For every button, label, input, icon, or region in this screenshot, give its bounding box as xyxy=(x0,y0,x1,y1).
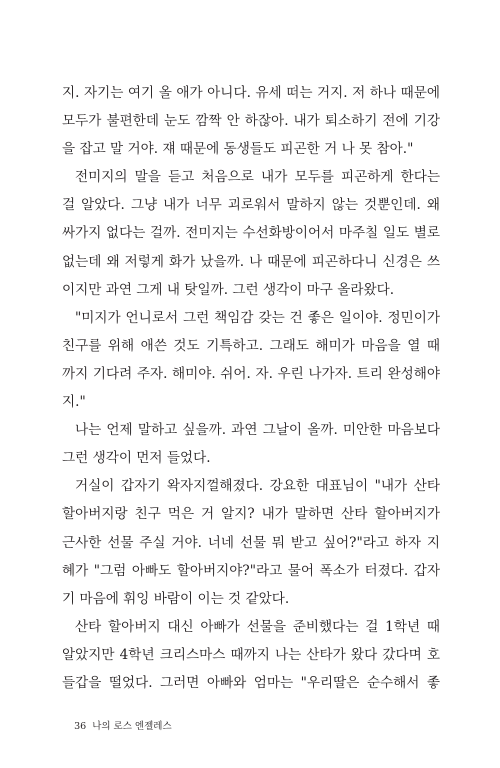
paragraph xyxy=(62,472,440,612)
text-line: 전미지의 말을 듣고 처음으로 내가 모두를 피곤하게 한다는 xyxy=(75,169,440,186)
text-line: 기 마음에 휘잉 바람이 이는 것 같았다. xyxy=(62,590,290,607)
page-footer xyxy=(62,707,172,743)
text-line: 나는 언제 말하고 싶을까. 과연 그날이 올까. 미안한 마음보다 xyxy=(75,422,440,439)
page-number: 36 xyxy=(74,721,87,732)
paragraph xyxy=(62,613,440,697)
running-title: 나의 로스 엔젤레스 xyxy=(92,721,172,732)
paragraph xyxy=(62,163,440,303)
paragraph xyxy=(62,416,440,472)
paragraph xyxy=(62,79,440,163)
text-line: 혜가 "그럼 아빠도 할아버지야?"라고 물어 폭소가 터졌다. 갑자 xyxy=(62,562,440,579)
text-line: 근사한 선물 주실 거야. 너네 선물 뭐 받고 싶어?"라고 하자 지 xyxy=(62,534,440,551)
text-line: 친구를 위해 애쓴 것도 기특하고. 그래도 해미가 마음을 열 때 xyxy=(62,337,440,354)
text-line: 지. 자기는 여기 올 애가 아니다. 유세 떠는 거지. 저 하나 때문에 xyxy=(62,85,440,101)
text-line: 산타 할아버지 대신 아빠가 선물을 준비했다는 걸 1학년 때 xyxy=(75,618,440,635)
text-line: 싸가지 없다는 걸까. 전미지는 수선화방이어서 마주칠 일도 별로 xyxy=(62,225,440,242)
text-line: 거실이 갑자기 왁자지껄해졌다. 강요한 대표님이 "내가 산타 xyxy=(75,478,440,495)
text-line: 들갑을 떨었다. 그러면 아빠와 엄마는 "우리딸은 순수해서 좋 xyxy=(62,674,440,691)
text-line: 없는데 왜 저렇게 화가 났을까. 나 때문에 피곤하다니 신경은 쓰 xyxy=(62,253,440,270)
body-text xyxy=(62,79,440,697)
text-line: 모두가 불편한데 눈도 깜짝 안 하잖아. 내가 퇴소하기 전에 기강 xyxy=(62,113,440,130)
text-line: 을 잡고 말 거야. 쟤 때문에 동생들도 피곤한 거 나 못 참아." xyxy=(62,141,414,158)
paragraph xyxy=(62,304,440,416)
text-line: 걸 알았다. 그냥 내가 너무 괴로워서 말하지 않는 것뿐인데. 왜 xyxy=(62,197,440,214)
text-line: 그런 생각이 먼저 들었다. xyxy=(62,450,211,467)
text-line: 지." xyxy=(62,394,86,411)
text-line: 까지 기다려 주자. 해미야. 쉬어. 자. 우린 나가자. 트리 완성해야 xyxy=(62,365,440,382)
text-line: 이지만 과연 그게 내 탓일까. 그런 생각이 마구 올라왔다. xyxy=(62,281,395,298)
text-line: "미지가 언니로서 그런 책임감 갖는 건 좋은 일이야. 정민이가 xyxy=(75,309,440,326)
text-line: 알았지만 4학년 크리스마스 때까지 나는 산타가 왔다 갔다며 호 xyxy=(62,646,440,663)
text-line: 할아버지랑 친구 먹은 거 알지? 내가 말하면 산타 할아버지가 xyxy=(62,506,440,523)
